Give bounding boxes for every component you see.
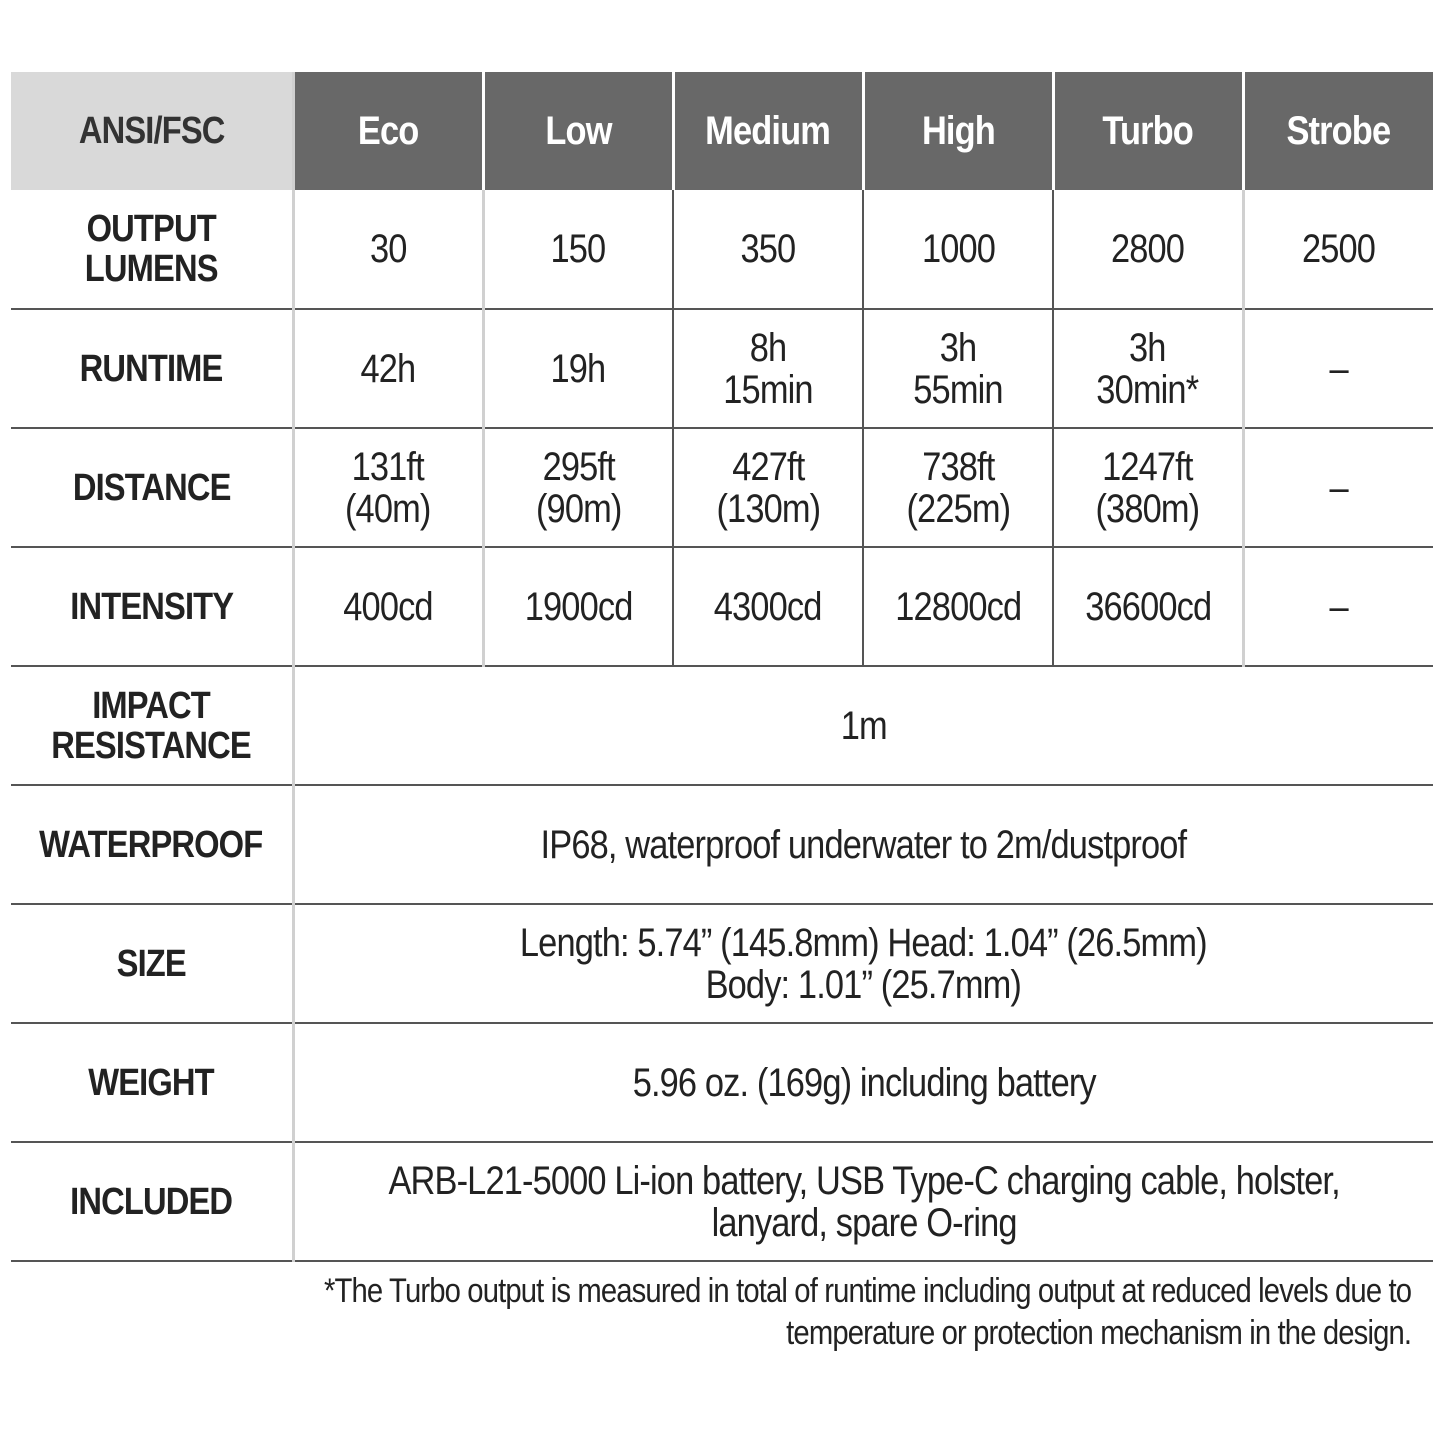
mode-header-turbo: Turbo: [1053, 72, 1243, 190]
row-label-included: INCLUDED: [11, 1142, 293, 1261]
distance-value-low: 295ft (90m): [483, 428, 673, 547]
distance-value-turbo: 1247ft (380m): [1053, 428, 1243, 547]
distance-value-medium: 427ft (130m): [673, 428, 863, 547]
distance-value-eco: 131ft (40m): [293, 428, 483, 547]
runtime-value-strobe: –: [1243, 309, 1433, 428]
mode-header-eco: Eco: [293, 72, 483, 190]
intensity-value-strobe: –: [1243, 547, 1433, 666]
distance-value-strobe: –: [1243, 428, 1433, 547]
waterproof-value: IP68, waterproof underwater to 2m/dustproof: [293, 785, 1433, 904]
spec-table: [11, 72, 1433, 1262]
runtime-value-low: 19h: [483, 309, 673, 428]
size-value: Length: 5.74” (145.8mm) Head: 1.04” (26.5mm) Body: 1.01” (25.7mm): [293, 904, 1433, 1023]
waterproof-row: [11, 785, 1433, 904]
turbo-footnote: *The Turbo output is measured in total of runtime including output at reduced levels due to temperature or protection mechanism in the design.: [323, 1272, 1411, 1352]
intensity-value-turbo: 36600cd: [1053, 547, 1243, 666]
runtime-value-turbo: 3h 30min*: [1053, 309, 1243, 428]
row-label-intensity: INTENSITY: [11, 547, 293, 666]
header-corner-cell: ANSI/FSC: [11, 72, 293, 190]
output-value-eco: 30: [293, 190, 483, 309]
runtime-row: [11, 309, 1433, 428]
output-lumens-row: [11, 190, 1433, 309]
weight-row: [11, 1023, 1433, 1142]
row-label-waterproof: WATERPROOF: [11, 785, 293, 904]
intensity-value-medium: 4300cd: [673, 547, 863, 666]
mode-header-low: Low: [483, 72, 673, 190]
row-label-output-lumens: OUTPUT LUMENS: [11, 190, 293, 309]
runtime-value-high: 3h 55min: [863, 309, 1053, 428]
impact-resistance-value: 1m: [293, 666, 1433, 785]
mode-header-strobe: Strobe: [1243, 72, 1433, 190]
header-row: [11, 72, 1433, 190]
included-row: [11, 1142, 1433, 1261]
intensity-value-low: 1900cd: [483, 547, 673, 666]
row-label-impact-resistance: IMPACT RESISTANCE: [11, 666, 293, 785]
output-value-strobe: 2500: [1243, 190, 1433, 309]
intensity-row: [11, 547, 1433, 666]
row-label-weight: WEIGHT: [11, 1023, 293, 1142]
intensity-value-high: 12800cd: [863, 547, 1053, 666]
row-label-size: SIZE: [11, 904, 293, 1023]
distance-row: [11, 428, 1433, 547]
row-label-runtime: RUNTIME: [11, 309, 293, 428]
mode-header-high: High: [863, 72, 1053, 190]
distance-value-high: 738ft (225m): [863, 428, 1053, 547]
included-value: ARB-L21-5000 Li-ion battery, USB Type-C charging cable, holster, lanyard, spare O-ring: [293, 1142, 1433, 1261]
size-row: [11, 904, 1433, 1023]
runtime-value-eco: 42h: [293, 309, 483, 428]
impact-resistance-row: [11, 666, 1433, 785]
output-value-low: 150: [483, 190, 673, 309]
intensity-value-eco: 400cd: [293, 547, 483, 666]
weight-value: 5.96 oz. (169g) including battery: [293, 1023, 1433, 1142]
mode-header-medium: Medium: [673, 72, 863, 190]
output-value-turbo: 2800: [1053, 190, 1243, 309]
output-value-medium: 350: [673, 190, 863, 309]
output-value-high: 1000: [863, 190, 1053, 309]
runtime-value-medium: 8h 15min: [673, 309, 863, 428]
row-label-distance: DISTANCE: [11, 428, 293, 547]
